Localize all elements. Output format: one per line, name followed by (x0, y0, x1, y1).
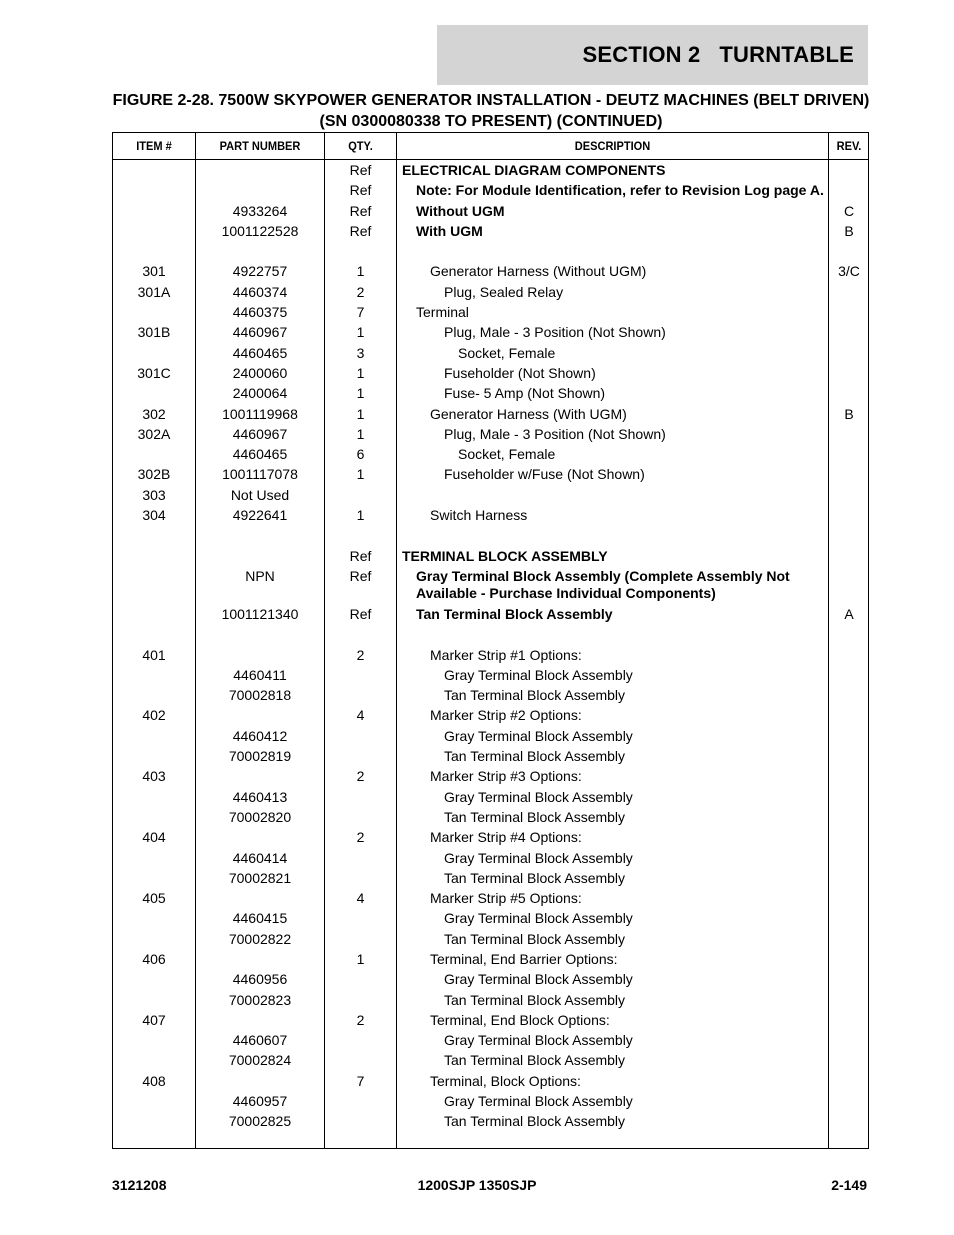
table-row (113, 525, 868, 545)
qty-cell: Ref (349, 547, 372, 564)
item-number-cell: 301A (137, 283, 171, 300)
description-cell: Marker Strip #4 Options: (430, 829, 582, 846)
item-number-cell: 405 (142, 890, 166, 907)
footer-model: 1200SJP 1350SJP (417, 1177, 537, 1193)
section-title: SECTION 2 TURNTABLE (582, 42, 854, 67)
table-row (113, 546, 868, 566)
part-number-cell: 1001122528 (221, 222, 299, 239)
description-cell: Tan Terminal Block Assembly (416, 605, 613, 622)
part-number-cell: 4460957 (232, 1093, 288, 1110)
description-cell: Generator Harness (Without UGM) (430, 263, 647, 280)
description-cell: Gray Terminal Block Assembly (444, 910, 633, 927)
description-cell: Gray Terminal Block Assembly (444, 727, 633, 744)
description-cell: Switch Harness (430, 507, 528, 524)
table-row (113, 929, 868, 949)
description-cell: Tan Terminal Block Assembly (444, 930, 626, 947)
table-row (113, 261, 868, 281)
rev-cell: 3/C (838, 263, 860, 280)
qty-cell: 1 (356, 364, 365, 381)
item-number-cell: 403 (142, 768, 166, 785)
table-row (113, 908, 868, 928)
description-cell: With UGM (416, 222, 483, 239)
table-row (113, 1030, 868, 1050)
table-row (113, 969, 868, 989)
table-row (113, 1010, 868, 1030)
description-cell: Fuseholder (Not Shown) (444, 364, 596, 381)
parts-table (112, 132, 869, 1149)
description-cell: Terminal, End Barrier Options: (430, 950, 618, 967)
qty-cell: 4 (356, 890, 365, 907)
item-number-cell: 407 (142, 1011, 166, 1028)
table-row (113, 1050, 868, 1070)
part-number-cell: 4460967 (232, 425, 288, 442)
table-row (113, 705, 868, 725)
qty-cell: 7 (356, 304, 365, 321)
qty-cell: 1 (356, 950, 365, 967)
table-row (113, 343, 868, 363)
table-row (113, 665, 868, 685)
description-cell: Gray Terminal Block Assembly (444, 1093, 633, 1110)
part-number-cell: 4922757 (232, 263, 288, 280)
qty-cell: 2 (356, 646, 365, 663)
table-body (113, 160, 868, 1132)
description-cell: Terminal (416, 304, 469, 321)
table-row (113, 241, 868, 261)
qty-cell: Ref (349, 222, 372, 239)
part-number-cell: 70002822 (228, 930, 292, 947)
qty-cell: Ref (349, 605, 372, 622)
table-row (113, 363, 868, 383)
description-cell: Marker Strip #2 Options: (430, 707, 582, 724)
description-cell: Note: For Module Identification, refer to Revision Log page A. (416, 182, 824, 199)
table-row (113, 404, 868, 424)
part-number-cell: 4460413 (232, 788, 288, 805)
part-number-cell: 70002820 (228, 808, 292, 825)
table-row (113, 444, 868, 464)
table-row (113, 322, 868, 342)
part-number-cell: 4460465 (232, 446, 288, 463)
part-number-cell: 1001117078 (222, 466, 298, 483)
description-cell: TERMINAL BLOCK ASSEMBLY (402, 547, 608, 564)
table-row (113, 645, 868, 665)
part-number-cell: 4460607 (232, 1032, 288, 1049)
part-number-cell: 70002819 (228, 748, 292, 765)
part-number-cell: 70002824 (228, 1052, 292, 1069)
rev-cell: B (844, 222, 854, 239)
description-cell: Gray Terminal Block Assembly (444, 971, 633, 988)
description-cell: Socket, Female (458, 446, 556, 463)
table-row (113, 1111, 868, 1131)
table-row (113, 221, 868, 241)
description-cell: Plug, Sealed Relay (444, 283, 564, 300)
table-row (113, 827, 868, 847)
table-row (113, 1071, 868, 1091)
table-row (113, 787, 868, 807)
table-row (113, 302, 868, 322)
table-row (113, 383, 868, 403)
part-number-cell: 2400064 (232, 385, 288, 402)
qty-cell: 1 (356, 324, 365, 341)
table-row (113, 848, 868, 868)
item-number-cell: 404 (142, 829, 166, 846)
description-cell: Tan Terminal Block Assembly (444, 808, 626, 825)
table-row (113, 746, 868, 766)
part-number-cell: 4460956 (232, 971, 288, 988)
table-row (113, 624, 868, 644)
figure-title: FIGURE 2-28. 7500W SKYPOWER GENERATOR INSTALLATION - DEUTZ MACHINES (BELT DRIVEN) (SN 0300080338 TO PRESENT) (CONTINUED) (112, 92, 870, 130)
description-cell: Fuseholder w/Fuse (Not Shown) (444, 466, 645, 483)
header-description: DESCRIPTION (574, 139, 651, 153)
description-cell: Plug, Male - 3 Position (Not Shown) (444, 425, 666, 442)
description-cell: Terminal, Block Options: (430, 1072, 581, 1089)
table-row (113, 807, 868, 827)
item-number-cell: 408 (142, 1072, 166, 1089)
qty-cell: 2 (356, 768, 365, 785)
item-number-cell: 302A (137, 425, 171, 442)
item-number-cell: 301 (142, 263, 166, 280)
item-number-cell: 406 (142, 950, 166, 967)
part-number-cell: 4460374 (232, 283, 288, 300)
header-item: ITEM # (136, 139, 172, 153)
item-number-cell: 302B (137, 466, 171, 483)
part-number-cell: 70002821 (228, 869, 292, 886)
part-number-cell: 70002823 (228, 991, 292, 1008)
item-number-cell: 301C (137, 364, 171, 381)
qty-cell: 1 (356, 405, 365, 422)
part-number-cell: 4922641 (232, 507, 288, 524)
description-cell: Marker Strip #5 Options: (430, 890, 582, 907)
description-cell: Tan Terminal Block Assembly (444, 1113, 626, 1130)
part-number-cell: 1001121340 (221, 605, 299, 622)
description-cell: Gray Terminal Block Assembly (Complete Assembly Not Available - Purchase Individual Components) (416, 567, 790, 601)
part-number-cell: 1001119968 (222, 405, 298, 422)
table-row (113, 888, 868, 908)
description-cell: Gray Terminal Block Assembly (444, 849, 633, 866)
table-row (113, 485, 868, 505)
qty-cell: Ref (349, 567, 372, 584)
description-cell: Tan Terminal Block Assembly (444, 991, 626, 1008)
part-number-cell: 4460411 (233, 666, 287, 683)
part-number-cell: NPN (245, 567, 275, 584)
section-banner (437, 25, 868, 85)
qty-cell: 7 (356, 1072, 365, 1089)
table-row (113, 949, 868, 969)
part-number-cell: 70002825 (228, 1113, 292, 1130)
item-number-cell: 301B (137, 324, 171, 341)
header-rev: REV. (836, 139, 862, 153)
qty-cell: Ref (349, 182, 372, 199)
item-number-cell: 303 (142, 486, 166, 503)
table-row (113, 424, 868, 444)
description-cell: Without UGM (416, 202, 505, 219)
description-cell: Marker Strip #3 Options: (430, 768, 582, 785)
rev-cell: B (844, 405, 854, 422)
table-row (113, 726, 868, 746)
table-row (113, 685, 868, 705)
part-number-cell: Not Used (230, 486, 290, 503)
part-number-cell: 2400060 (232, 364, 288, 381)
qty-cell: 1 (356, 425, 365, 442)
description-cell: Tan Terminal Block Assembly (444, 1052, 626, 1069)
qty-cell: 3 (356, 344, 365, 361)
description-cell: Socket, Female (458, 344, 556, 361)
description-cell: ELECTRICAL DIAGRAM COMPONENTS (402, 162, 666, 178)
item-number-cell: 302 (142, 405, 166, 422)
table-row (113, 282, 868, 302)
item-number-cell: 304 (142, 507, 166, 524)
qty-cell: Ref (349, 162, 372, 178)
table-row (113, 604, 868, 624)
table-row (113, 180, 868, 200)
description-cell: Terminal, End Block Options: (430, 1011, 610, 1028)
footer-doc-number: 3121208 (112, 1177, 167, 1193)
description-cell: Fuse- 5 Amp (Not Shown) (444, 385, 606, 402)
part-number-cell: 70002818 (228, 687, 292, 704)
qty-cell: 2 (356, 283, 365, 300)
rev-cell: C (843, 202, 855, 219)
qty-cell: 1 (356, 263, 365, 280)
qty-cell: 1 (356, 507, 365, 524)
qty-cell: Ref (349, 202, 372, 219)
qty-cell: 1 (356, 385, 365, 402)
description-cell: Tan Terminal Block Assembly (444, 748, 626, 765)
header-qty: QTY. (348, 139, 373, 153)
description-cell: Tan Terminal Block Assembly (444, 869, 626, 886)
part-number-cell: 4460412 (232, 727, 288, 744)
qty-cell: 4 (356, 707, 365, 724)
qty-cell: 1 (356, 466, 365, 483)
description-cell: Generator Harness (With UGM) (430, 405, 627, 422)
table-row (113, 505, 868, 525)
table-row (113, 201, 868, 221)
footer-page-number: 2-149 (831, 1177, 867, 1193)
rev-cell: A (844, 605, 854, 622)
qty-cell: 2 (356, 829, 365, 846)
description-cell: Gray Terminal Block Assembly (444, 788, 633, 805)
table-row (113, 868, 868, 888)
part-number-cell: 4460465 (232, 344, 288, 361)
part-number-cell: 4460967 (232, 324, 288, 341)
table-row (113, 990, 868, 1010)
qty-cell: 2 (356, 1011, 365, 1028)
part-number-cell: 4460375 (232, 304, 288, 321)
part-number-cell: 4460414 (232, 849, 288, 866)
description-cell: Plug, Male - 3 Position (Not Shown) (444, 324, 666, 341)
item-number-cell: 402 (142, 707, 166, 724)
table-row (113, 766, 868, 786)
description-cell: Gray Terminal Block Assembly (444, 1032, 633, 1049)
description-cell: Marker Strip #1 Options: (430, 646, 582, 663)
part-number-cell: 4460415 (232, 910, 288, 927)
header-part-number: PART NUMBER (219, 139, 301, 153)
description-cell: Tan Terminal Block Assembly (444, 687, 626, 704)
table-row (113, 1091, 868, 1111)
table-row (113, 160, 868, 180)
table-row (113, 566, 868, 604)
description-cell: Gray Terminal Block Assembly (444, 666, 633, 683)
qty-cell: 6 (356, 446, 365, 463)
item-number-cell: 401 (142, 646, 166, 663)
part-number-cell: 4933264 (232, 202, 288, 219)
table-row (113, 464, 868, 484)
